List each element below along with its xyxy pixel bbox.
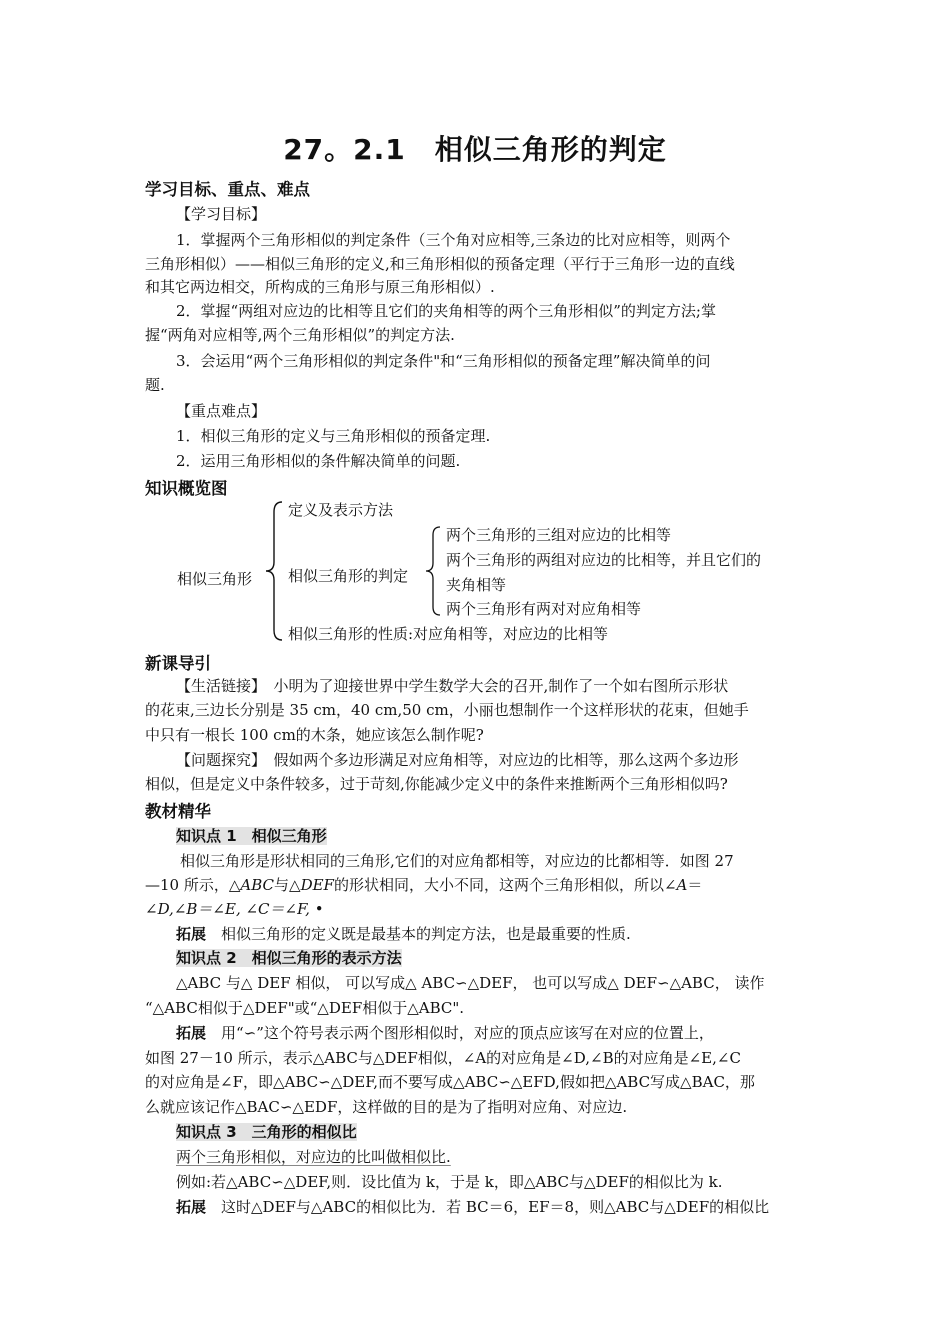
section-heading-overview: 知识概览图 <box>145 479 228 498</box>
goal-1-line-1: 1．掌握两个三角形相似的判定条件（三个角对应相等,三条边的比对应相等，则两个 <box>176 231 731 249</box>
life-link-line-2: 的花束,三边长分别是 35 cm，40 cm,50 cm，小丽也想制作一个这样形状的花束，但她手 <box>145 701 749 719</box>
knowledge-point-3-label: 知识点 3 三角形的相似比 <box>176 1123 357 1141</box>
question-line-1: 【问题探究】 假如两个多边形满足对应角相等，对应边的比相等，那么这两个多边形 <box>176 751 739 769</box>
kp2-extension-line-4: 么就应该记作△BAC∽△EDF，这样做的目的是为了指明对应角、对应边. <box>145 1098 628 1116</box>
key-point-2: 2．运用三角形相似的条件解决简单的问题. <box>176 452 461 470</box>
overview-root: 相似三角形 <box>177 570 253 588</box>
key-point-1: 1．相似三角形的定义与三角形相似的预备定理. <box>176 427 491 445</box>
life-link-line-3: 中只有一根长 100 cm的木条，她应该怎么制作呢? <box>145 726 484 744</box>
overview-branch-definition: 定义及表示方法 <box>288 501 394 519</box>
question-line-2: 相似，但是定义中条件较多，过于苛刻,你能减少定义中的条件来推断两个三角形相似吗? <box>145 775 728 793</box>
overview-judge-2-line-2: 夹角相等 <box>446 576 507 594</box>
goal-3-line-1: 3．会运用“两个三角形相似的判定条件"和“三角形相似的预备定理”解决简单的问 <box>176 352 711 370</box>
left-brace-icon <box>422 523 444 619</box>
overview-branch-judgement: 相似三角形的判定 <box>288 567 409 585</box>
extension-tag: 拓展 <box>176 1024 207 1042</box>
kp3-line-2: 例如:若△ABC∽△DEF,则．设比值为 k，于是 k，即△ABC与△DEF的相似比为 k. <box>176 1173 723 1191</box>
kp3-extension-line: 拓展 这时△DEF与△ABC的相似比为．若 BC＝6，EF＝8，则△ABC与△DEF的相似比 <box>176 1198 770 1216</box>
overview-judge-3: 两个三角形有两对对应角相等 <box>446 600 642 618</box>
section-heading-goals: 学习目标、重点、难点 <box>145 180 310 199</box>
kp1-line-3: ∠D,∠B＝∠E, ∠C＝∠F, • <box>145 900 324 918</box>
extension-tag: 拓展 <box>176 1198 207 1216</box>
page-title: 27。2.1 相似三角形的判定 <box>283 133 667 166</box>
goals-tag: 【学习目标】 <box>176 205 267 223</box>
overview-judge-1: 两个三角形的三组对应边的比相等 <box>446 526 672 544</box>
goal-2-line-1: 2．掌握“两组对应边的比相等且它们的夹角相等的两个三角形相似”的判定方法;掌 <box>176 302 716 320</box>
kp2-line-1: △ABC 与△ DEF 相似， 可以写成△ ABC∽△DEF， 也可以写成△ DEF∽△ABC， 读作 <box>176 974 765 992</box>
kp2-extension-line-1: 拓展 用“∽”这个符号表示两个图形相似时，对应的顶点应该写在对应的位置上， <box>176 1024 714 1042</box>
kp1-extension: 拓展 相似三角形的定义既是最基本的判定方法，也是最重要的性质. <box>176 925 631 943</box>
kp2-extension-line-3: 的对应角是∠F，即△ABC∽△DEF,而不要写成△ABC∽△EFD,假如把△ABC写成△BAC，那 <box>145 1073 755 1091</box>
question-tag: 【问题探究】 <box>176 751 259 769</box>
kp3-line-1: 两个三角形相似，对应边的比叫做相似比. <box>176 1148 451 1166</box>
life-link-line-1: 【生活链接】 小明为了迎接世界中学生数学大会的召开,制作了一个如右图所示形状 <box>176 677 729 695</box>
goal-2-line-2: 握“两角对应相等,两个三角形相似”的判定方法. <box>145 326 455 344</box>
knowledge-point-1-label: 知识点 1 相似三角形 <box>176 827 327 845</box>
kp2-line-2: “△ABC相似于△DEF"或“△DEF相似于△ABC". <box>145 999 465 1017</box>
knowledge-point-2-label: 知识点 2 相似三角形的表示方法 <box>176 949 402 967</box>
overview-branch-properties: 相似三角形的性质:对应角相等，对应边的比相等 <box>288 625 609 643</box>
goal-1-line-2: 三角形相似）——相似三角形的定义,和三角形相似的预备定理（平行于三角形一边的直线 <box>145 255 735 273</box>
left-brace-icon <box>262 498 286 644</box>
kp1-line-2: —10 所示，△ABC与△DEF的形状相同，大小不同，这两个三角形相似，所以∠A＝ <box>145 876 703 894</box>
goal-3-line-2: 题. <box>145 376 165 394</box>
overview-judge-2-line-1: 两个三角形的两组对应边的比相等，并且它们的 <box>446 551 762 569</box>
kp1-line-1: 相似三角形是形状相同的三角形,它们的对应角都相等，对应边的比都相等．如图 27 <box>180 852 734 870</box>
kp2-extension-line-2: 如图 27－10 所示，表示△ABC与△DEF相似，∠A的对应角是∠D,∠B的对应角是∠E,∠C <box>145 1049 741 1067</box>
section-heading-intro: 新课导引 <box>145 654 211 673</box>
extension-tag: 拓展 <box>176 925 207 943</box>
life-link-tag: 【生活链接】 <box>176 677 259 695</box>
goal-1-line-3: 和其它两边相交，所构成的三角形与原三角形相似）. <box>145 278 495 296</box>
key-points-tag: 【重点难点】 <box>176 402 267 420</box>
section-heading-textbook: 教材精华 <box>145 802 211 821</box>
